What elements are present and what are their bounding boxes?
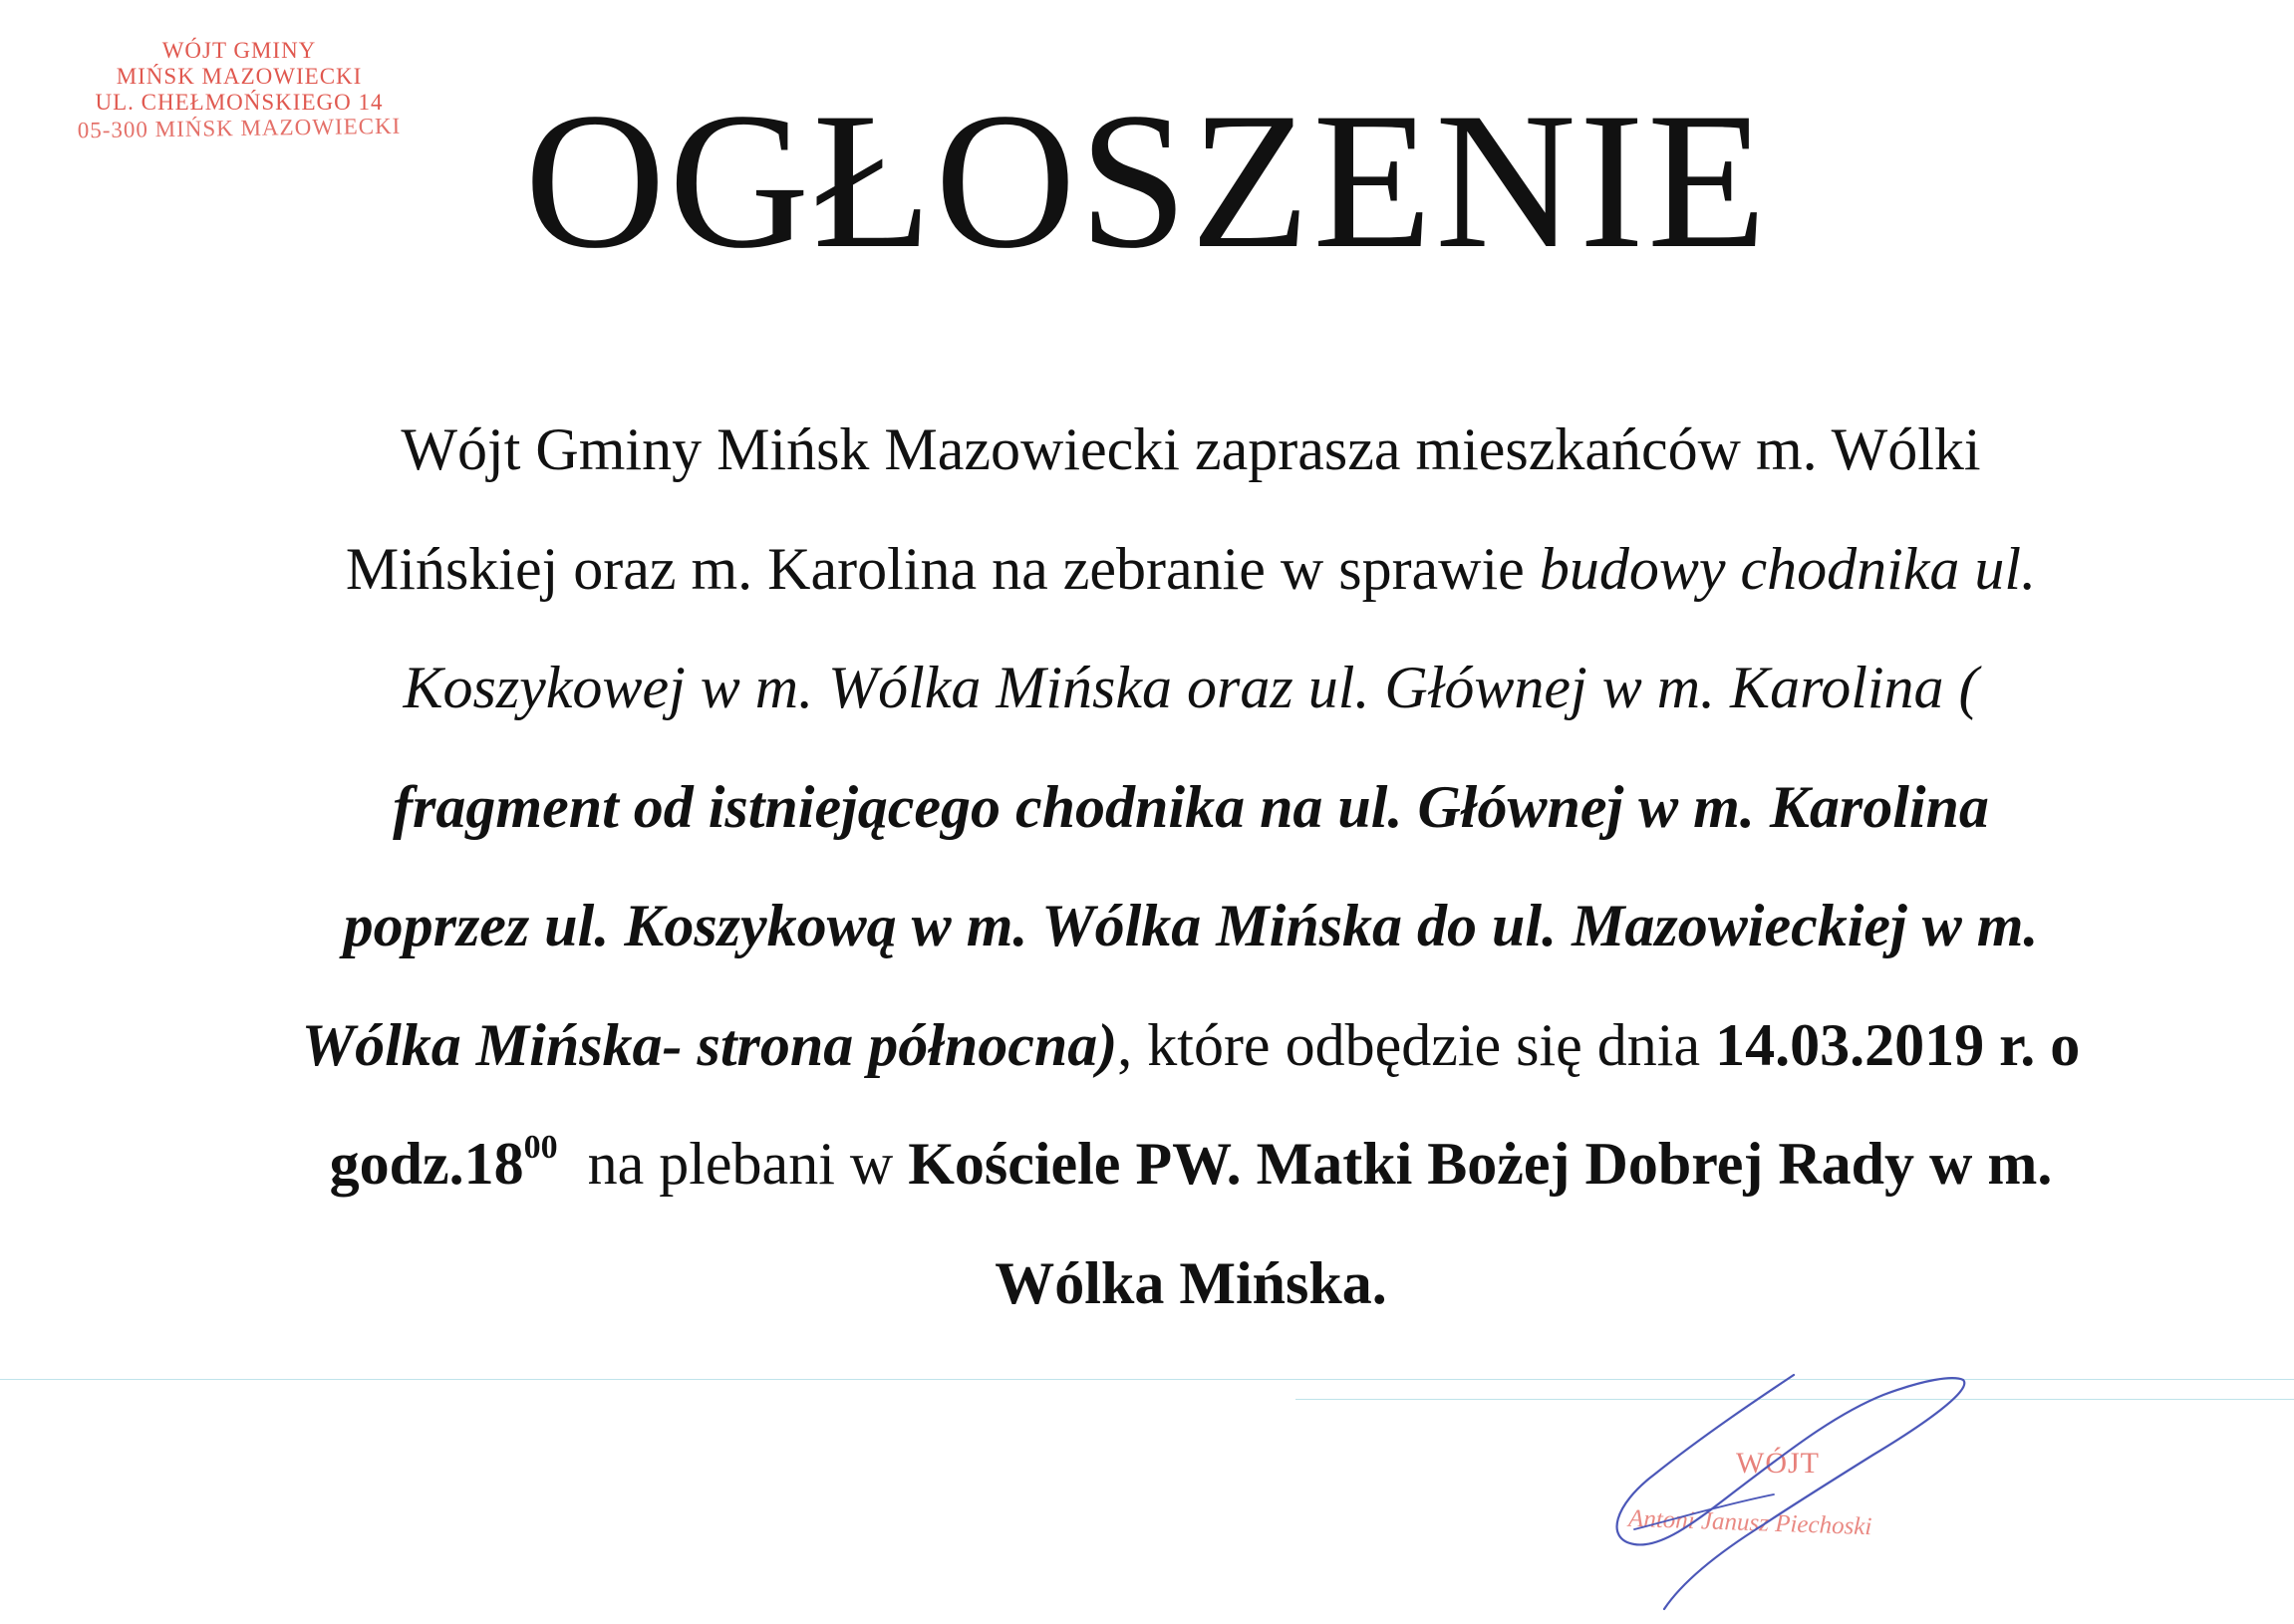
- signature-stroke: [1617, 1375, 1965, 1609]
- meeting-date: 14.03.2019 r.: [1715, 1011, 2036, 1078]
- signature-block: [1594, 1355, 2053, 1624]
- stamp-line-postcode: 05-300 MIŃSK MAZOWIECKI: [77, 113, 402, 143]
- handwritten-signature: [1594, 1355, 2053, 1624]
- meeting-time-minutes: 00: [523, 1129, 558, 1166]
- body-date-intro: , które odbędzie się dnia: [1117, 1011, 1716, 1078]
- signatory-name: Antoni Janusz Piechoski: [1627, 1504, 1872, 1541]
- stamp-line-municipality: MIŃSK MAZOWIECKI: [116, 64, 363, 89]
- body-subject: budowy chodnika ul. Koszykowej w m. Wólka Mińska oraz ul. Głównej w m. Karolina (: [403, 535, 2037, 720]
- body-invitation: Wójt Gminy Mińsk Mazowiecki zaprasza mieszkańców: [401, 416, 1742, 482]
- stamp-line-street: UL. CHEŁMOŃSKIEGO 14: [95, 90, 384, 115]
- stamp-line-office: WÓJT GMINY: [161, 38, 317, 63]
- signature-stroke: [1634, 1494, 1774, 1529]
- body-subject-detail: fragment od istniejącego chodnika na ul. Głównej w m. Karolina poprzez ul. Koszykową w m. Wólka Mińska do ul. Mazowieckiej w m. Wólka Mińska- strona północna): [301, 773, 2039, 1078]
- meeting-time: o $godz.18^{00}$: [329, 1011, 2081, 1197]
- body-residents: m. Wólki Mińskiej oraz m. Karolina na zebranie w sprawie: [345, 416, 1981, 602]
- body-place-intro: na plebani w: [557, 1131, 909, 1197]
- announcement-body: [299, 391, 2083, 1343]
- announcement-title: OGŁOSZENIE: [524, 73, 1770, 289]
- signature-title: WÓJT: [1736, 1447, 1820, 1480]
- meeting-place: Kościele PW. Matki Bożej Dobrej Rady w m. Wólka Mińska.: [908, 1131, 2053, 1316]
